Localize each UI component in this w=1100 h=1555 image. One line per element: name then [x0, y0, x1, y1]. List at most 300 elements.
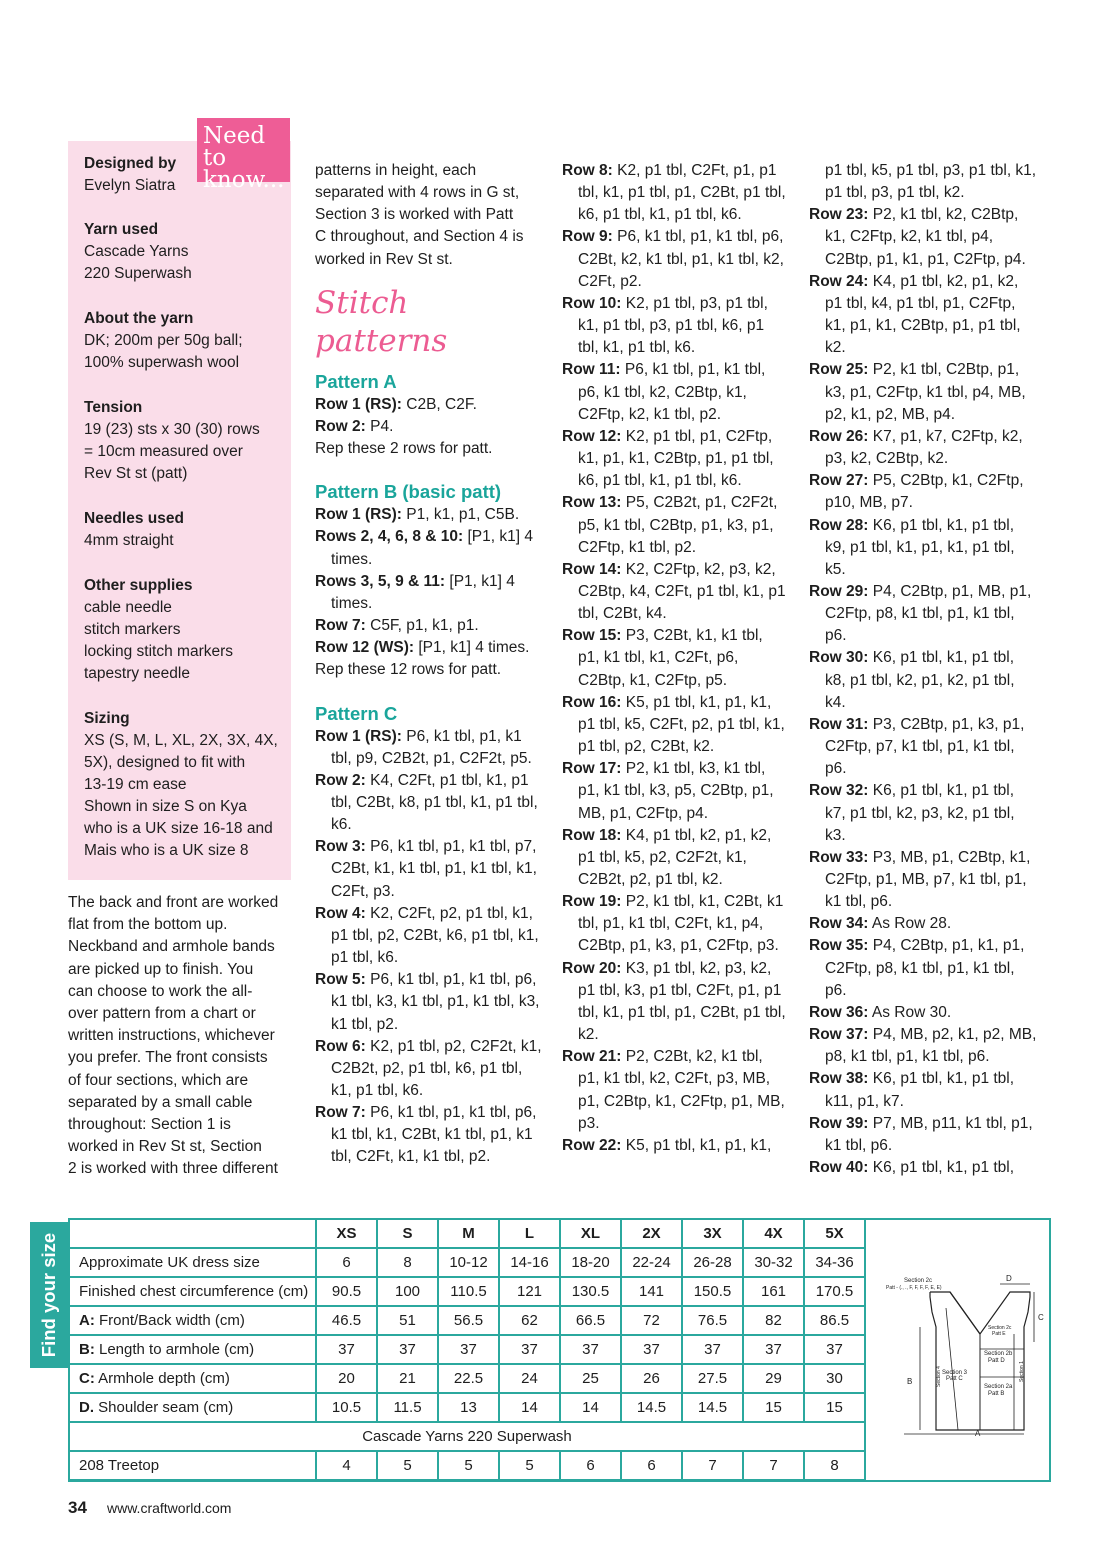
- pattern-row: [809, 515, 1037, 581]
- row-label: Row 1 (RS):: [315, 727, 402, 745]
- diagram-s3-2: Patt C: [946, 1376, 963, 1382]
- row-label: Rows 3, 5, 9 & 11:: [315, 572, 446, 590]
- row-label: Row 38:: [809, 1070, 869, 1088]
- size-cell: 37: [621, 1335, 682, 1364]
- section-line-left: [946, 1308, 958, 1430]
- pattern-row: [809, 470, 1037, 514]
- size-cell: 26: [621, 1364, 682, 1393]
- row-label: Row 14:: [562, 560, 622, 578]
- row-text: P2, C2Bt, k2, k1 tbl, p1, k1 tbl, k2, C2Ft, p3, MB, p1, C2Btp, k1, C2Ftp, p1, MB, p3.: [578, 1048, 785, 1132]
- size-cell: 25: [560, 1364, 621, 1393]
- row-label: Row 2:: [315, 771, 366, 789]
- pattern-row: [809, 647, 1037, 713]
- row-label: Row 27:: [809, 472, 869, 490]
- diagram-s2a-2: Patt B: [988, 1391, 1005, 1397]
- diagram-top-label: Section 2c: [904, 1278, 933, 1284]
- row-text: K6, p1 tbl, k1, p1 tbl, k8, p1 tbl, k2, p1, k2, p1 tbl, k4.: [825, 649, 1015, 711]
- row-text: K6, p1 tbl, k1, p1 tbl,: [868, 1159, 1015, 1177]
- size-cell: 14-16: [499, 1248, 560, 1277]
- intro-line: can choose to work the all-: [68, 982, 253, 1000]
- row-text: P4.: [365, 417, 394, 435]
- size-cell: 100: [377, 1277, 438, 1306]
- pattern-b-heading: Pattern B (basic patt): [315, 481, 502, 503]
- schematic-diagram: [882, 1262, 1047, 1442]
- size-row-label: [69, 1393, 316, 1422]
- size-cell: 130.5: [560, 1277, 621, 1306]
- row-label: Row 33:: [809, 848, 869, 866]
- info-line: 13-19 cm ease: [84, 776, 187, 793]
- info-line: 5X), designed to fit with: [84, 754, 246, 771]
- info-line: 100% superwash wool: [84, 354, 240, 371]
- size-cell: 46.5: [316, 1306, 377, 1335]
- row-label: Row 28:: [809, 516, 869, 534]
- pattern-row: [809, 359, 1037, 425]
- info-heading: Needles used: [84, 510, 184, 527]
- row-label: Row 2:: [315, 417, 366, 435]
- pattern-row: [562, 1135, 788, 1157]
- find-your-size-tab: [30, 1222, 68, 1368]
- size-cell: 150.5: [682, 1277, 743, 1306]
- row-text: P3, MB, p1, C2Btp, k1, C2Ftp, p1, MB, p7, k1 tbl, p1, k1 tbl, p6.: [825, 848, 1031, 911]
- colour-cell: 4: [316, 1451, 377, 1480]
- size-cell: 37: [560, 1335, 621, 1364]
- size-row-letter: B:: [79, 1341, 95, 1358]
- row-label: Row 25:: [809, 361, 869, 379]
- need-to-know-line-2: know...: [203, 167, 285, 193]
- size-cell: 15: [743, 1393, 804, 1422]
- info-line: locking stitch markers: [84, 643, 234, 660]
- info-designed-by: [84, 153, 176, 197]
- pattern-row: [809, 204, 1037, 270]
- pattern-row: [809, 1157, 1037, 1179]
- row-text: P7, MB, p11, k1 tbl, p1, k1 tbl, p6.: [825, 1114, 1033, 1154]
- colour-label: 208 Treetop: [69, 1451, 316, 1480]
- col2-intro-line: patterns in height, each: [315, 162, 477, 179]
- info-line: stitch markers: [84, 621, 181, 638]
- row-label: Row 29:: [809, 582, 869, 600]
- neck-left-edge: [950, 1292, 980, 1334]
- pattern-row: [809, 935, 1037, 1001]
- pattern-row: [315, 836, 545, 902]
- row-label: Row 35:: [809, 937, 869, 955]
- pattern-row: [315, 726, 545, 770]
- size-cell: 37: [316, 1335, 377, 1364]
- pattern-row: [809, 913, 1037, 935]
- size-row-label-text: Finished chest circumference (cm): [79, 1283, 309, 1300]
- diagram-s2b-1: Section 2b: [984, 1351, 1013, 1357]
- size-cell: 56.5: [438, 1306, 499, 1335]
- row-text: P2, k1 tbl, k1, C2Bt, k1 tbl, p1, k1 tbl, C2Ft, k1, p4, C2Btp, p1, k3, p1, C2Ftp, p3.: [578, 893, 784, 955]
- pattern-row: [562, 958, 788, 1047]
- size-row: [69, 1277, 865, 1306]
- size-row-label: [69, 1277, 316, 1306]
- row-text: K3, p1 tbl, k2, p3, k2, p1 tbl, k3, p1 tbl, C2Ft, p1, p1 tbl, k1, p1 tbl, p1, C2Bt, p1 tbl, k2.: [578, 959, 786, 1044]
- pattern-b-rows: [315, 504, 545, 681]
- pattern-row: [562, 825, 788, 891]
- info-heading: About the yarn: [84, 310, 194, 327]
- pattern-row: [562, 426, 788, 492]
- pattern-row: [315, 504, 545, 526]
- row-label: Row 11:: [562, 361, 621, 379]
- size-cell: 170.5: [804, 1277, 865, 1306]
- size-row-letter: A:: [79, 1312, 95, 1329]
- row-text: K5, p1 tbl, k1, p1, k1, p1 tbl, k5, C2Ft, p2, p1 tbl, k1, p1 tbl, p2, C2Bt, k2.: [578, 693, 785, 756]
- size-header-cell: 2X: [621, 1219, 682, 1248]
- size-header-cell: M: [438, 1219, 499, 1248]
- size-cell: 37: [499, 1335, 560, 1364]
- row-label: Row 15:: [562, 627, 622, 645]
- size-cell: 26-28: [682, 1248, 743, 1277]
- row-label: Row 3:: [315, 838, 366, 856]
- intro-line: The back and front are worked: [68, 894, 279, 911]
- pattern-c-rows-col4: [809, 160, 1037, 1179]
- row-label: Row 13:: [562, 494, 622, 512]
- size-cell: 8: [377, 1248, 438, 1277]
- row-text: C2B, C2F.: [401, 395, 477, 413]
- size-table: [68, 1218, 866, 1481]
- size-cell: 82: [743, 1306, 804, 1335]
- row-text: P6, k1 tbl, p1, k1 tbl, p6, k1 tbl, k3, k1 tbl, p1, k1 tbl, k3, k1 tbl, p2.: [331, 971, 540, 1033]
- size-row-label-text: Length to armhole (cm): [94, 1341, 255, 1358]
- pattern-row: [809, 714, 1037, 780]
- size-row: [69, 1306, 865, 1335]
- colour-row: [69, 1451, 865, 1480]
- row-label: Row 12 (WS):: [315, 639, 415, 657]
- row-text: P4, C2Btp, p1, MB, p1, C2Ftp, p8, k1 tbl, p1, k1 tbl, p6.: [825, 582, 1032, 645]
- size-cell: 11.5: [377, 1393, 438, 1422]
- pattern-row: [562, 359, 788, 425]
- pattern-c-rows-col2: [315, 726, 545, 1169]
- size-header-cell: S: [377, 1219, 438, 1248]
- column-2: [315, 160, 545, 1169]
- row-text: K2, p1 tbl, p1, C2Ftp, k1, p1, k1, C2Btp, p1, p1 tbl, k6, p1 tbl, k1, p1 tbl, k6.: [578, 427, 774, 490]
- row-label: Row 1 (RS):: [315, 506, 402, 524]
- row-text: K2, p1 tbl, p3, p1 tbl, k1, p1 tbl, p3, p1 tbl, k6, p1 tbl, k1, p1 tbl, k6.: [578, 294, 768, 357]
- info-heading: Other supplies: [84, 577, 193, 594]
- pattern-row: [315, 526, 545, 570]
- row-label: Row 39:: [809, 1114, 869, 1132]
- row-label: Row 19:: [562, 893, 622, 911]
- pattern-row: [315, 969, 545, 1035]
- diagram-s2a-1: Section 2a: [984, 1384, 1013, 1390]
- intro-line: are picked up to finish. You: [68, 960, 254, 978]
- size-cell: 20: [316, 1364, 377, 1393]
- row-text: [P1, k1] 4 times.: [331, 528, 533, 568]
- size-row-label: [69, 1248, 316, 1277]
- row-label: Row 1 (RS):: [315, 395, 402, 413]
- info-line: DK; 200m per 50g ball;: [84, 332, 243, 349]
- pattern-a-rows: [315, 394, 545, 460]
- size-cell: 72: [621, 1306, 682, 1335]
- size-row-label-text: Front/Back width (cm): [94, 1312, 245, 1329]
- colour-cell: 5: [438, 1451, 499, 1480]
- size-row-label: [69, 1335, 316, 1364]
- colour-cell: 6: [560, 1451, 621, 1480]
- intro-line: you prefer. The front consists: [68, 1049, 268, 1067]
- row-text: P2, k1 tbl, k3, k1 tbl, p1, k1 tbl, k3, p5, C2Btp, p1, MB, p1, C2Ftp, p4.: [578, 760, 774, 822]
- intro-line: 2 is worked with three different: [68, 1160, 278, 1178]
- row-text: K5, p1 tbl, k1, p1, k1,: [621, 1136, 772, 1154]
- info-tension: [84, 397, 260, 485]
- pattern-row: [315, 1102, 545, 1168]
- column-4: [809, 160, 1037, 1179]
- row-text: As Row 30.: [868, 1003, 952, 1021]
- size-cell: 14: [560, 1393, 621, 1422]
- diagram-top-label-2: Patt - (., ., F, F, F, F, E, E): [886, 1285, 942, 1291]
- info-line: cable needle: [84, 599, 172, 616]
- col2-intro-line: worked in Rev St st.: [315, 250, 453, 268]
- info-yarn-used: [84, 219, 192, 285]
- info-line: 220 Superwash: [84, 265, 192, 282]
- intro-line: over pattern from a chart or: [68, 1005, 256, 1023]
- pattern-row: [562, 891, 788, 957]
- yarn-name-cell: Cascade Yarns 220 Superwash: [69, 1422, 865, 1451]
- info-line: who is a UK size 16-18 and: [84, 820, 273, 837]
- size-row-label: [69, 1364, 316, 1393]
- size-cell: 10.5: [316, 1393, 377, 1422]
- row-label: Row 37:: [809, 1026, 869, 1044]
- size-cell: 37: [377, 1335, 438, 1364]
- size-row: [69, 1335, 865, 1364]
- pattern-c-rows-col3: [562, 160, 788, 1157]
- row-text: K2, C2Ftp, k2, p3, k2, C2Btp, k4, C2Ft, p1 tbl, k1, p1 tbl, C2Bt, k4.: [578, 560, 786, 623]
- pattern-row: [315, 903, 545, 969]
- info-line: Cascade Yarns: [84, 243, 189, 260]
- pattern-row: [562, 226, 788, 292]
- row-label: Row 16:: [562, 693, 622, 711]
- find-your-size-label: Find your size: [38, 1232, 59, 1358]
- row-text: P6, k1 tbl, p1, k1 tbl, p9, C2B2t, p1, C2F2t, p5.: [331, 727, 532, 767]
- pattern-row: [315, 394, 545, 416]
- stitch-patterns-title: Stitch patterns: [315, 284, 448, 359]
- row-text: P6, k1 tbl, p1, k1 tbl, p6, k1 tbl, k2, C2Btp, k1, C2Ftp, k2, k1 tbl, p2.: [578, 361, 766, 423]
- size-header-cell: XS: [316, 1219, 377, 1248]
- row-label: Row 17:: [562, 760, 622, 778]
- row-text: K6, p1 tbl, k1, p1 tbl, k7, p1 tbl, k2, p3, k2, p1 tbl, k3.: [825, 782, 1015, 844]
- row-text: K7, p1, k7, C2Ftp, k2, p3, k2, C2Btp, k2.: [825, 427, 1023, 468]
- size-row-label: [69, 1306, 316, 1335]
- row-text: p1 tbl, k5, p1 tbl, p3, p1 tbl, k1, p1 tbl, p3, p1 tbl, k2.: [825, 162, 1037, 202]
- row-text: P6, k1 tbl, p1, k1 tbl, p6, C2Bt, k2, k1 tbl, p1, k1 tbl, k2, C2Ft, p2.: [578, 228, 784, 290]
- size-header-cell: XL: [560, 1219, 621, 1248]
- size-cell: 37: [804, 1335, 865, 1364]
- intro-line: written instructions, whichever: [68, 1027, 275, 1045]
- row-text: P3, C2Bt, k1, k1 tbl, p1, k1 tbl, k1, C2Ft, p6, C2Btp, k1, C2Ftp, p5.: [578, 627, 763, 689]
- row-text: P5, C2Btp, k1, C2Ftp, p10, MB, p7.: [825, 472, 1024, 512]
- row-text: Rep these 12 rows for patt.: [315, 661, 502, 679]
- info-line: Rev St st (patt): [84, 465, 188, 482]
- row-text: P4, MB, p2, k1, p2, MB, p8, k1 tbl, p1, k1 tbl, p6.: [825, 1026, 1037, 1066]
- pattern-row: [315, 659, 545, 681]
- row-label: Row 7:: [315, 617, 366, 635]
- info-line: 4mm straight: [84, 532, 174, 549]
- info-sizing: [84, 708, 278, 862]
- row-text: P2, k1 tbl, C2Btp, p1, k3, p1, C2Ftp, k1 tbl, p4, MB, p2, k1, p2, MB, p4.: [825, 361, 1026, 423]
- size-row: [69, 1364, 865, 1393]
- colour-cell: 7: [682, 1451, 743, 1480]
- info-heading: Designed by: [84, 155, 177, 172]
- size-row-letter: C:: [79, 1370, 95, 1387]
- info-line: XS (S, M, L, XL, 2X, 3X, 4X,: [84, 732, 278, 749]
- size-cell: 121: [499, 1277, 560, 1306]
- intro-line: of four sections, which are: [68, 1071, 249, 1089]
- need-to-know-badge: [197, 118, 290, 193]
- size-cell: 22-24: [621, 1248, 682, 1277]
- row-label: Row 26:: [809, 427, 869, 445]
- diagram-s1: Section 1: [1019, 1361, 1025, 1382]
- col2-intro: [315, 160, 545, 271]
- size-header-row: [69, 1219, 865, 1248]
- size-cell: 30-32: [743, 1248, 804, 1277]
- colour-cell: 7: [743, 1451, 804, 1480]
- diagram-b: B: [907, 1377, 913, 1386]
- size-row-label-text: Approximate UK dress size: [79, 1254, 260, 1271]
- pattern-row: [809, 160, 1037, 204]
- size-cell: 76.5: [682, 1306, 743, 1335]
- info-heading: Sizing: [84, 710, 130, 727]
- pattern-row: [809, 1002, 1037, 1024]
- pattern-row: [562, 1046, 788, 1135]
- size-cell: 10-12: [438, 1248, 499, 1277]
- size-header-cell: 5X: [804, 1219, 865, 1248]
- size-cell: 14.5: [682, 1393, 743, 1422]
- size-row-letter: D.: [79, 1399, 94, 1416]
- size-row: [69, 1393, 865, 1422]
- size-cell: 51: [377, 1306, 438, 1335]
- row-label: Rows 2, 4, 6, 8 & 10:: [315, 528, 464, 546]
- diagram-s2b-2: Patt D: [988, 1358, 1005, 1364]
- info-line: = 10cm measured over: [84, 443, 243, 460]
- pattern-row: [315, 615, 545, 637]
- website: www.craftworld.com: [107, 1500, 232, 1516]
- row-text: K4, p1 tbl, k2, p1, k2, p1 tbl, k4, p1 tbl, p1, C2Ftp, k1, p1, k1, C2Btp, p1, p1 tbl, k2.: [825, 272, 1021, 357]
- pattern-row: [562, 492, 788, 558]
- pattern-row: [315, 637, 545, 659]
- pattern-row: [809, 1113, 1037, 1157]
- diagram-s3-1: Section 3: [942, 1370, 968, 1376]
- column-3: [562, 160, 788, 1157]
- colour-cell: 6: [621, 1451, 682, 1480]
- row-text: K6, p1 tbl, k1, p1 tbl, k9, p1 tbl, k1, p1, k1, p1 tbl, k5.: [825, 516, 1015, 578]
- intro-line: Neckband and armhole bands: [68, 938, 275, 956]
- row-label: Row 21:: [562, 1048, 622, 1066]
- row-label: Row 30:: [809, 649, 869, 667]
- size-cell: 66.5: [560, 1306, 621, 1335]
- info-line: Evelyn Siatra: [84, 177, 176, 194]
- row-text: P3, C2Btp, p1, k3, p1, C2Ftp, p7, k1 tbl, p1, k1 tbl, p6.: [825, 715, 1025, 778]
- diagram-a: A: [975, 1429, 981, 1438]
- row-label: Row 12:: [562, 427, 622, 445]
- row-text: C5F, p1, k1, p1.: [365, 617, 479, 635]
- intro-text: [68, 892, 296, 1181]
- intro-line: separated by a small cable: [68, 1093, 253, 1111]
- pattern-row: [562, 758, 788, 824]
- diagram-s4: Section 4: [936, 1366, 942, 1387]
- pattern-row: [315, 416, 545, 438]
- col2-intro-line: Section 3 is worked with Patt: [315, 206, 514, 224]
- row-label: Row 22:: [562, 1136, 622, 1154]
- pattern-row: [809, 581, 1037, 647]
- yarn-row: [69, 1422, 865, 1451]
- row-text: K4, C2Ft, p1 tbl, k1, p1 tbl, C2Bt, k8, p1 tbl, k1, p1 tbl, k6.: [331, 771, 538, 834]
- size-cell: 13: [438, 1393, 499, 1422]
- info-line: tapestry needle: [84, 665, 190, 682]
- row-label: Row 40:: [809, 1159, 869, 1177]
- pattern-row: [315, 770, 545, 836]
- size-cell: 15: [804, 1393, 865, 1422]
- col2-intro-line: C throughout, and Section 4 is: [315, 228, 524, 246]
- pattern-row: [809, 847, 1037, 913]
- size-cell: 21: [377, 1364, 438, 1393]
- pattern-row: [809, 1068, 1037, 1112]
- colour-cell: 8: [804, 1451, 865, 1480]
- pattern-row: [562, 625, 788, 691]
- row-label: Row 9:: [562, 228, 613, 246]
- size-cell: 14: [499, 1393, 560, 1422]
- size-header-cell: 3X: [682, 1219, 743, 1248]
- row-text: P6, k1 tbl, p1, k1 tbl, p7, C2Bt, k1, k1 tbl, p1, k1 tbl, k1, C2Ft, p3.: [331, 838, 537, 900]
- pattern-row: [315, 438, 545, 460]
- pattern-row: [809, 780, 1037, 846]
- pattern-row: [562, 692, 788, 758]
- pattern-row: [562, 160, 788, 226]
- row-text: [P1, k1] 4 times.: [331, 572, 515, 612]
- pattern-row: [809, 271, 1037, 360]
- colour-cell: 5: [499, 1451, 560, 1480]
- info-line: Shown in size S on Kya: [84, 798, 247, 815]
- row-label: Row 24:: [809, 272, 869, 290]
- size-cell: 27.5: [682, 1364, 743, 1393]
- row-label: Row 31:: [809, 715, 869, 733]
- row-text: P6, k1 tbl, p1, k1 tbl, p6, k1 tbl, k1, C2Bt, k1 tbl, p1, k1 tbl, C2Ft, k1, k1 tbl, p2.: [331, 1104, 537, 1166]
- row-label: Row 20:: [562, 959, 622, 977]
- row-text: P4, C2Btp, p1, k1, p1, C2Ftp, p8, k1 tbl, p1, k1 tbl, p6.: [825, 937, 1025, 999]
- page-number: 34: [68, 1498, 87, 1517]
- size-cell: 14.5: [621, 1393, 682, 1422]
- size-row-label-text: Shoulder seam (cm): [94, 1399, 234, 1416]
- row-text: P1, k1, p1, C5B.: [401, 506, 520, 524]
- size-row-label-text: Armhole depth (cm): [94, 1370, 230, 1387]
- row-label: Row 7:: [315, 1104, 366, 1122]
- diagram-s2c-1: Section 2c: [988, 1325, 1012, 1331]
- need-to-know-line-1: Need to: [203, 123, 266, 171]
- row-text: K2, C2Ft, p2, p1 tbl, k1, p1 tbl, p2, C2Bt, k6, p1 tbl, k1, p1 tbl, k6.: [331, 904, 539, 967]
- size-cell: 24: [499, 1364, 560, 1393]
- size-cell: 86.5: [804, 1306, 865, 1335]
- size-cell: 29: [743, 1364, 804, 1393]
- size-cell: 37: [438, 1335, 499, 1364]
- row-label: Row 4:: [315, 904, 366, 922]
- info-line: 19 (23) sts x 30 (30) rows: [84, 421, 260, 438]
- size-header-cell: L: [499, 1219, 560, 1248]
- size-cell: 18-20: [560, 1248, 621, 1277]
- row-text: As Row 28.: [868, 915, 952, 933]
- intro-line: throughout: Section 1 is: [68, 1116, 231, 1134]
- pattern-row: [315, 1036, 545, 1102]
- size-cell: 37: [743, 1335, 804, 1364]
- diagram-d: D: [1006, 1274, 1012, 1283]
- intro-line: flat from the bottom up.: [68, 916, 228, 934]
- size-cell: 90.5: [316, 1277, 377, 1306]
- row-label: Row 36:: [809, 1003, 869, 1021]
- intro-line: worked in Rev St st, Section: [68, 1138, 262, 1156]
- info-needles: [84, 508, 184, 552]
- size-header-blank: [69, 1219, 316, 1248]
- pattern-row: [562, 559, 788, 625]
- row-label: Row 8:: [562, 162, 613, 179]
- size-cell: 6: [316, 1248, 377, 1277]
- size-cell: 161: [743, 1277, 804, 1306]
